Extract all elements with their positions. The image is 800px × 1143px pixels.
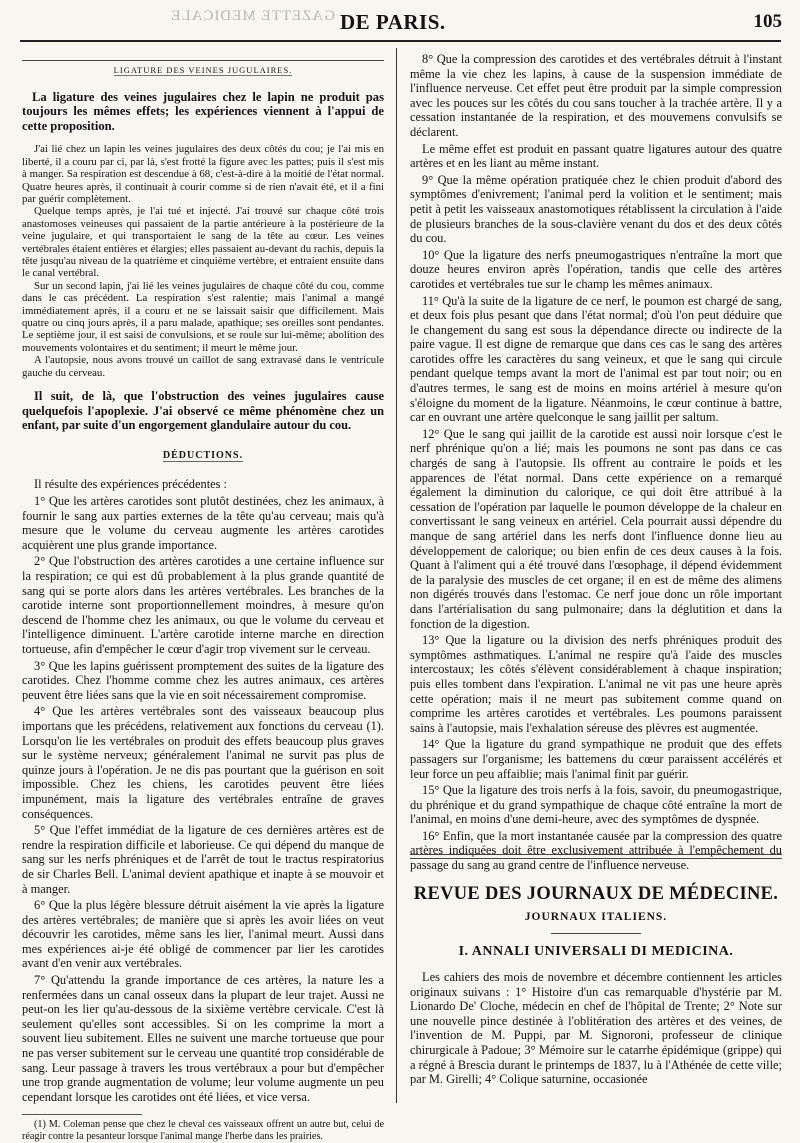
footnote-rule bbox=[22, 1114, 142, 1115]
observation-paragraph: Sur un second lapin, j'ai lié les veines jugulaires de chaque côté du cou, comme dans le cas précédent. La respiration s'est ralentie; mais l'animal a mangé immédiatement après, il a couru et ne se laissait saisir que difficilement. Mais quatre ou cinq jours après, il a paru malade, apathique; ses oreilles sont pendantes. Le septième jour, il est saisi de convulsions, et se roule sur lui-même; abolition des mouvements volontaires et du sentiment; il meurt le même jour. bbox=[22, 279, 384, 354]
deduction-item: 10° Que la ligature des nerfs pneumogastriques n'entraîne la mort que douze heures environ après l'opération, tandis que celle des artères carotides et vertébrales tue sur le champ les mêmes animaux. bbox=[410, 247, 782, 291]
deduction-item: 4° Que les artères vertébrales sont des vaisseaux beaucoup plus importans que les précédens, relativement aux fonctions du cerveau (1). Lorsqu'on lie les vertébrales on produit des effets beaucoup plus graves sur le système nerveux; généralement l'animal ne survit pas plus de quinze jours à l'opération. Je ne dis pas pourtant que la guérison en soit impossible. Chez les chiens, les carotides peuvent être liées impunément, mais la ligature des vertébrales entraîne de graves conséquences. bbox=[22, 704, 384, 821]
revue-section bbox=[410, 866, 782, 1110]
section-title: LIGATURE DES VEINES JUGULAIRES. bbox=[22, 60, 384, 78]
deduction-item: 5° Que l'effet immédiat de la ligature de ces dernières artères est de rendre la respiration difficile et laborieuse. Ce qui dépend du manque de sang sur les nerfs phréniques et de l'arrêt de tout le tractus respiratorius de sir Charles Bell. L'animal devient apathique et inapte à se mouvoir et à manger. bbox=[22, 823, 384, 896]
revue-paragraph: Les cahiers des mois de novembre et décembre contiennent les articles originaux suivans : 1° Histoire d'un cas remarquable d'hystérie par M. Lionardo De' Cloche, médecin en chef de l'hôpital de Trente; 2° Note sur une nouvelle pince destinée à l'oblitération des artères et des veines, de l'invention de M. Puppi, par M. Signoroni, professeur de clinique chirurgicale à Padoue; 3° Mémoire sur le catarrhe épidémique (grippe) qui a régné à Brescia durant le printemps de 1837, lu à l'Athénée de cette ville; par M. Girelli; 4° Colique saturnine, occasionée bbox=[410, 970, 782, 1087]
deductions-title: DÉDUCTIONS. bbox=[162, 449, 244, 461]
revue-subtitle: JOURNAUX ITALIENS. bbox=[524, 911, 668, 923]
page-number: 105 bbox=[753, 11, 782, 32]
deduction-item: 7° Qu'attendu la grande importance de ces artères, la nature les a renfermées dans un canal osseux dans la plupart de leur trajet. Aussi ne peut-on les lier qu'au-dessous de la sixième vertèbre cervicale. C'est là seulement qu'elles sont accessibles. Si on les comprime la mort a souvent lieu subitement. Elles ne suivent une marche tortueuse que pour ne pas verser subitement sur le cerveau une quantité trop considérable de sang. Leur passage à travers les trous vertébraux a pour but d'empêcher une trop grande augmentation de volume; leur volume augmente un peu cependant lorsque les carotides ont été liées, et vice versa. bbox=[22, 973, 384, 1104]
deduction-item: 3° Que les lapins guérissent promptement des suites de la ligature des carotides. Chez l'homme comme chez les autres animaux, ces artères peuvent être liées sans que la vie en soit nécessairement compromise. bbox=[22, 658, 384, 702]
left-column bbox=[22, 52, 384, 1143]
deductions-intro: Il résulte des expériences précédentes : bbox=[34, 477, 227, 492]
deduction-item: 14° Que la ligature du grand sympathique ne produit que des effets passagers sur l'organisme; les battemens du cœur paraissent accélérés et leur force un peu affaiblie; mais l'animal finit par guérir. bbox=[410, 737, 782, 781]
deduction-item: 9° Que la même opération pratiquée chez le chien produit d'abord des symptômes d'enivrement; l'animal perd la volition et le sentiment; mais petit à petit les vaisseaux anastomotiques rétablissent la circulation à l'aide de plusieurs branches de la sous-clavière venant du dos et des deux côtés du cou. bbox=[410, 172, 782, 246]
right-column bbox=[410, 52, 782, 873]
observation-paragraph: J'ai lié chez un lapin les veines jugulaires des deux côtés du cou; je l'ai mis en liberté, il a couru par ci, par là, s'est frotté la figure avec les pattes; puis il s'est mis à manger. Sa respiration est descendue à 68, c'est-à-dire à la moitié de l'état normal. Quatre heures après, il continuait à courir comme si de rien n'avait été, et il a fini par guérir complètement. bbox=[22, 143, 384, 205]
deduction-item: 6° Que la plus légère blessure détruit aisément la vie après la ligature des artères vertébrales; de manière que si après les avoir liées on veut découvrir les carotides, même sans les lier, l'animal meurt. Aussi dans mes expériences ai-je été obligé de commencer par lier les carotides avant d'en venir aux vertébrales. bbox=[22, 898, 384, 971]
deduction-item: 8° Que la compression des carotides et des vertébrales détruit à l'instant même la vie chez les lapins, à cause de la suspension immédiate de l'influence nerveuse. Cet effet peut être produit par la simple compression avec les pouces sur les côtés du cou sans toucher à la trachée artère. Il y a cessation instantanée de la respiration, et des mouvemens convulsifs se déclarent. bbox=[410, 52, 782, 139]
column-rule bbox=[396, 48, 397, 1103]
deduction-item: 16° Enfin, que la mort instantanée causée par la compression des quatre artères indiquées doit être exclusivement attribuée à l'empêchement du passage du sang au grand centre de l'influence nerveuse. bbox=[410, 828, 782, 873]
deduction-item: 12° Que le sang qui jaillit de la carotide est aussi noir lorsque c'est le nerf phrénique qu'on a lié; mais les poumons ne sont pas dans ce cas chargés de sang à l'autopsie. Ils offrent au contraire le poids et les apparences de l'état normal. Dans cette expérience on a remarqué également la diminution du calorique, ce qui doit être attribué à la cessation de l'opération par laquelle le poumon développe de la chaleur en convertissant le sang veineux en artériel. Cela pourrait aussi dépendre du manque de sang artériel dans les nerfs dont l'influence donne lieu au développement de calorique; ou bien enfin de ces deux causes à la fois. Quant à l'aliment qui a été trouvé dans l'œsophage, il dépend évidemment de la paralysie des muscles de cet organe; il en est de même des alimens non digérés trouvés dans l'estomac. Ce nerf joue donc un rôle important dans l'artérialisation du sang pulmonaire; dans la déglutition et dans la fonction de la digestion. bbox=[410, 426, 782, 631]
bleed-through-text: GAZETTE MEDICALE bbox=[170, 8, 335, 24]
deduction-item: 15° Que la ligature des trois nerfs à la fois, savoir, du pneumogastrique, du phrénique et du grand sympathique de chaque côté entraîne la mort de l'animal, en moins d'une demi-heure, avec des symptômes de dyspnée. bbox=[410, 783, 782, 827]
revue-title: REVUE DES JOURNAUX DE MÉDECINE. bbox=[413, 884, 779, 904]
revue-section-title: I. ANNALI UNIVERSALI DI MEDICINA. bbox=[458, 944, 734, 959]
section-separator bbox=[410, 858, 782, 859]
running-title: DE PARIS. bbox=[340, 10, 446, 34]
header-rule bbox=[20, 40, 781, 42]
conclusion-paragraph: Il suit, de là, que l'obstruction des veines jugulaires cause quelquefois l'apoplexie. J'ai observé ce même phénomène chez un enfant, par suite d'un engorgement glandulaire autour du cou. bbox=[22, 389, 384, 433]
observation-paragraph: A l'autopsie, nous avons trouvé un caillot de sang extravasé dans le ventricule gauche du cerveau. bbox=[22, 354, 384, 379]
deduction-item: 1° Que les artères carotides sont plutôt destinées, chez les animaux, à fournir le sang aux parties externes de la tête qu'au cerveau; mais qu'à mesure que le volume du cerveau augmente les artères carotides acquièrent une plus grande importance. bbox=[22, 494, 384, 552]
footnote: (1) M. Coleman pense que chez le cheval ces vaisseaux offrent un autre but, celui de réagir contre la pesanteur lorsque l'animal mange l'herbe dans les prairies. bbox=[22, 1119, 384, 1143]
deduction-item: Le même effet est produit en passant quatre ligatures autour des quatre artères et en les liant au même instant. bbox=[410, 141, 782, 171]
short-rule bbox=[551, 933, 641, 934]
lead-paragraph: La ligature des veines jugulaires chez le lapin ne produit pas toujours les mêmes effets; les expériences viennent à l'appui de cette proposition. bbox=[22, 89, 384, 133]
section-separator bbox=[410, 854, 782, 855]
observation-paragraph: Quelque temps après, je l'ai tué et injecté. J'ai trouvé sur chaque côté trois anastomoses veineuses qui passaient de la partie antérieure à la postérieure de la veine jugulaire, et qui transportaient le sang de la tête au cœur. Les veines vertébrales étaient entières et élargies; elles passaient au-devant du rachis, depuis la tête jusqu'au niveau de la quatrième et cinquième vertèbre, et entraient ensuite dans le canal vertébral. bbox=[22, 205, 384, 280]
deduction-item: 11° Qu'à la suite de la ligature de ce nerf, le poumon est chargé de sang, et deux fois plus pesant que dans l'état normal; d'où l'on peut déduire que le changement du sang est sous la dépendance directe ou indirecte de la paire vague. Il est digne de remarque que dans ces cas le sang des artères carotides offre les caractères du sang veineux, et que le sang qui circule pendant quelque temps avant la mort de l'animal est par tout noir; ou en d'autres termes, le sang est de moins en moins artériel à mesure qu'on s'éloigne du moment de la ligature. Néanmoins, le cœur continue à battre, car en ouvrant une artère quelconque le sang jaillit per saltum. bbox=[410, 293, 782, 425]
deduction-item: 13° Que la ligature ou la division des nerfs phréniques produit des symptômes asthmatiques. L'animal ne respire qu'à l'aide des muscles intercostaux; les côtés s'élèvent considérablement à chaque inspiration; puis elles tombent dans l'expiration. L'animal ne vit pas une heure après cette opération; mais il ne meurt pas subitement comme quand on comprime les artères carotides et vertébrales. Les poumons paraissent sains à l'autopsie, mais l'exhalation séreuse des plèvres est augmentée. bbox=[410, 633, 782, 735]
deduction-item: 2° Que l'obstruction des artères carotides a une certaine influence sur la respiration; ce qui est dû probablement à la plus grande quantité de sang qui se porte alors dans les artères vertébrales. Les branches de la carotide interne sont proportionnellement moindres, à mesure qu'on descend de l'homme chez les animaux, ou que le volume du cerveau et l'intelligence diminuent. L'artère carotide interne marche en direction tortueuse, afin d'empêcher le cœur d'agir trop vivement sur le cerveau. bbox=[22, 554, 384, 656]
